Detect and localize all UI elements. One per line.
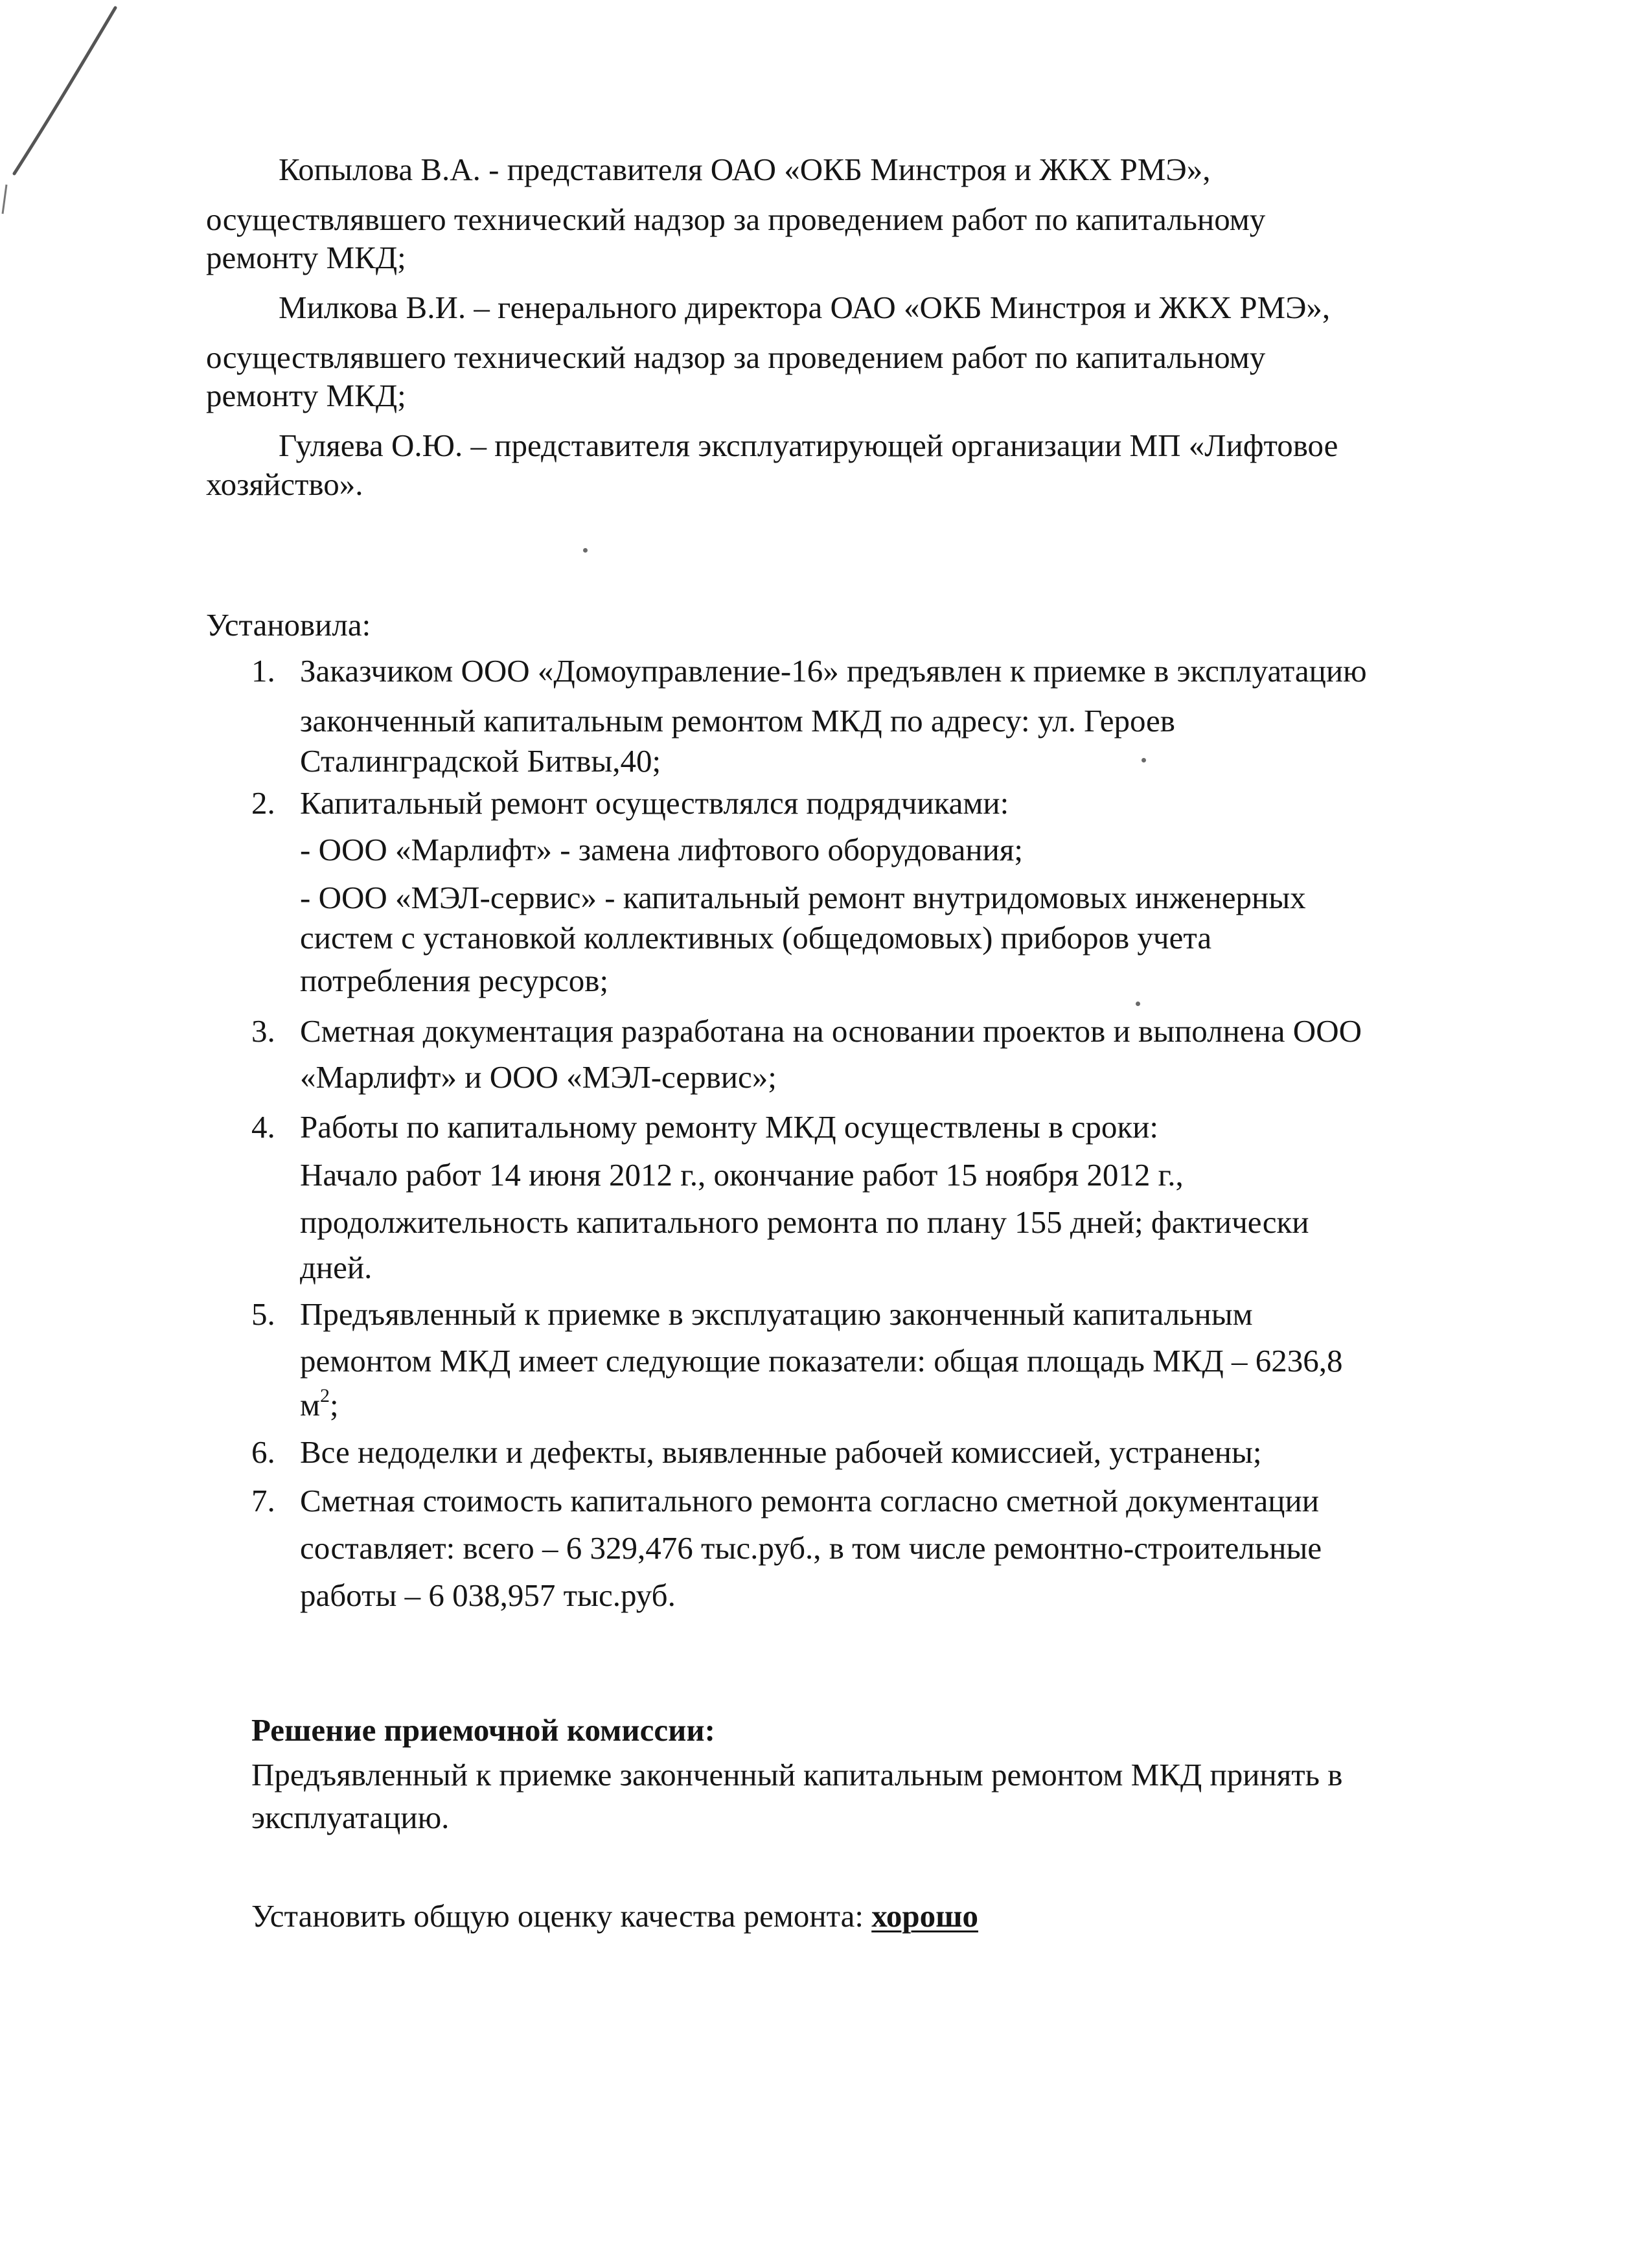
decision-line: Предъявленный к приемке законченный капитальным ремонтом МКД принять в (251, 1757, 1343, 1793)
finding-line: Все недоделки и дефекты, выявленные рабочей комиссией, устранены; (300, 1434, 1262, 1470)
member-line: осуществлявшего технический надзор за проведением работ по капитальному (206, 339, 1266, 375)
member-line: Милкова В.И. – генерального директора ОАО «ОКБ Минстроя и ЖКХ РМЭ», (279, 290, 1331, 325)
finding-line: систем с установкой коллективных (общедомовых) приборов учета (300, 920, 1212, 956)
finding-line: законченный капитальным ремонтом МКД по адресу: ул. Героев (300, 703, 1175, 739)
finding-line: Сталинградской Битвы,40; (300, 743, 661, 779)
decision-line: эксплуатацию. (251, 1800, 450, 1835)
finding-line: дней. (300, 1250, 373, 1285)
finding-line: Сметная стоимость капитального ремонта согласно сметной документации (300, 1483, 1319, 1518)
area-unit (300, 1386, 339, 1425)
member-line: Копылова В.А. - представителя ОАО «ОКБ Минстроя и ЖКХ РМЭ», (279, 152, 1211, 187)
scan-speck (1136, 1002, 1140, 1006)
quality-rating (251, 1897, 978, 1936)
finding-line: продолжительность капитального ремонта по плану 155 дней; фактически (300, 1204, 1309, 1240)
established-heading: Установила: (206, 607, 371, 643)
area-unit-tail: ; (330, 1387, 339, 1423)
scan-speck (583, 548, 588, 553)
finding-line: - ООО «МЭЛ-сервис» - капитальный ремонт внутридомовых инженерных (300, 880, 1306, 915)
finding-line: Работы по капитальному ремонту МКД осуществлены в сроки: (300, 1109, 1158, 1145)
finding-line: «Марлифт» и ООО «МЭЛ-сервис»; (300, 1059, 777, 1095)
finding-line: составляет: всего – 6 329,476 тыс.руб., в том числе ремонтно-строительные (300, 1530, 1322, 1566)
area-unit-base: м (300, 1387, 321, 1423)
area-unit-exponent: 2 (320, 1384, 330, 1406)
quality-label: Установить общую оценку качества ремонта: (251, 1898, 872, 1934)
finding-line: ремонтом МКД имеет следующие показатели: общая площадь МКД – 6236,8 (300, 1343, 1343, 1379)
quality-value: хорошо (871, 1898, 978, 1934)
member-line: Гуляева О.Ю. – представителя эксплуатирующей организации МП «Лифтовое (279, 428, 1338, 463)
finding-line: потребления ресурсов; (300, 963, 609, 998)
finding-line: Предъявленный к приемке в эксплуатацию законченный капитальным (300, 1296, 1253, 1332)
finding-line: работы – 6 038,957 тыс.руб. (300, 1577, 676, 1613)
finding-number: 6. (251, 1434, 275, 1470)
member-line: ремонту МКД; (206, 378, 406, 413)
finding-line: Заказчиком ООО «Домоуправление-16» предъявлен к приемке в эксплуатацию (300, 653, 1367, 689)
finding-number: 4. (251, 1109, 275, 1145)
decision-heading: Решение приемочной комиссии: (251, 1712, 715, 1748)
member-line: ремонту МКД; (206, 240, 406, 275)
finding-line: Сметная документация разработана на основании проектов и выполнена ООО (300, 1013, 1362, 1049)
finding-line: - ООО «Марлифт» - замена лифтового оборудования; (300, 832, 1023, 867)
member-line: осуществлявшего технический надзор за проведением работ по капитальному (206, 201, 1266, 237)
scan-speck (1141, 758, 1146, 762)
finding-number: 5. (251, 1296, 275, 1332)
finding-number: 1. (251, 653, 275, 689)
finding-number: 2. (251, 785, 275, 821)
finding-number: 3. (251, 1013, 275, 1049)
finding-line: Начало работ 14 июня 2012 г., окончание работ 15 ноября 2012 г., (300, 1157, 1184, 1193)
finding-line: Капитальный ремонт осуществлялся подрядчиками: (300, 785, 1009, 821)
member-line: хозяйство». (206, 466, 363, 502)
finding-number: 7. (251, 1483, 275, 1518)
